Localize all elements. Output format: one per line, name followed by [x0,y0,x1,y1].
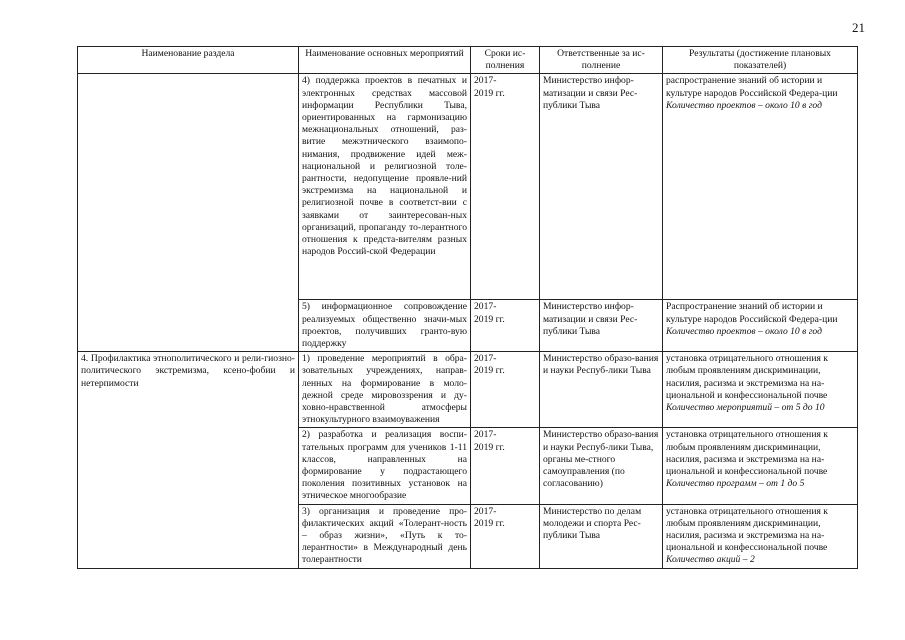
responsible-cell: Министерство образо-вания и науки Респуб-лики Тыва, органы ме-стного самоуправления (по согласованию) [540,428,663,504]
indicator-text: Количество проектов – около 10 в год [666,99,822,111]
measure-cell: 4) поддержка проектов в печатных и электронных средствах массовой информации Республики Тыва, ориентированных на гармонизацию межнациональных отношений, раз-витие межэтнического взаимопо-нимания, продвижение идей меж-национальной и религиозной толе-рантности, недопущение проявле-ний экстремизма на национальной и религиозной почве в соответст-вии с заявками от заинтересован-ных организаций, пропаганду то-лерантного отношения к предста-вителям разных народов Россий-ской Федерации [299,74,471,300]
header-terms: Сроки ис-полнения [471,47,540,74]
program-table [77,46,858,569]
term-text: 2017- 2019 гг. [474,505,505,529]
term-cell [471,504,540,568]
measure-cell: 3) организация и проведение про-филактических акций «Толерант-ность – образ жизни», «Путь к то-лерантности» в Международный день толерантности [299,504,471,568]
term-text: 2017- 2019 гг. [474,429,505,453]
result-text: Распространение знаний об истории и культуре народов Российской Федера-ции [666,301,838,325]
indicator-text: Количество программ – от 1 до 5 [666,478,805,490]
result-cell [663,300,858,352]
section-cell [78,74,299,352]
header-responsible: Ответственные за ис-полнение [540,47,663,74]
indicator-text: Количество акций – 2 [666,554,755,566]
result-text: распространение знаний об истории и культуре народов Российской Федера-ции [666,75,838,99]
result-text: установка отрицательного отношения к любым проявлениям дискриминации, насилия, расизма и экстремизма на на-циональной и конфессиональной почве [666,429,828,478]
term-cell [471,352,540,428]
term-cell [471,300,540,352]
page-number: 21 [852,20,865,35]
header-row [78,47,858,74]
header-section: Наименование раздела [78,47,299,74]
responsible-cell: Министерство образо-вания и науки Респуб-лики Тыва [540,352,663,428]
responsible-cell: Министерство инфор-матизации и связи Рес-публики Тыва [540,74,663,300]
term-text: 2017- 2019 гг. [474,301,505,325]
term-cell [471,74,540,300]
table-row [78,74,858,300]
header-measures: Наименование основных мероприятий [299,47,471,74]
section-cell: 4. Профилактика этнополитического и рели-гиозно-политического экстремизма, ксено-фобии и нетерпимости [78,352,299,568]
responsible-cell: Министерство по делам молодежи и спорта Рес-публики Тыва [540,504,663,568]
responsible-cell: Министерство инфор-матизации и связи Рес-публики Тыва [540,300,663,352]
measure-cell: 2) разработка и реализация воспи-тательных программ для учеников 1-11 классов, направленных на формирование у подрастающего поколения позитивных установок на этническое многообразие [299,428,471,504]
measure-cell: 5) информационное сопровождение реализуемых общественно значи-мых проектов, получивших гранто-вую поддержку [299,300,471,352]
result-text: установка отрицательного отношения к любым проявлениям дискриминации, насилия, расизма и экстремизма на на-циональной и конфессиональной почве [666,353,828,401]
result-cell [663,352,858,428]
term-text: 2017- 2019 гг. [474,353,505,377]
term-text: 2017- 2019 гг. [474,75,505,99]
table-row [78,352,858,428]
result-cell [663,74,858,300]
indicator-text: Количество мероприятий – от 5 до 10 [666,402,825,414]
result-cell [663,504,858,568]
term-cell [471,428,540,504]
indicator-text: Количество проектов – около 10 в год [666,325,822,337]
result-text: установка отрицательного отношения к любым проявлениям дискриминации, насилия, расизма и экстремизма на на-циональной и конфессиональной почве [666,505,828,554]
header-results: Результаты (достижение плановых показателей) [663,47,858,74]
result-cell [663,428,858,504]
measure-cell: 1) проведение мероприятий в обра-зовательных учреждениях, направ-ленных на формирование в моло-дежной среде мировоззрения и ду-ховно-нравственной атмосферы этнокультурного взаимоуважения [299,352,471,428]
